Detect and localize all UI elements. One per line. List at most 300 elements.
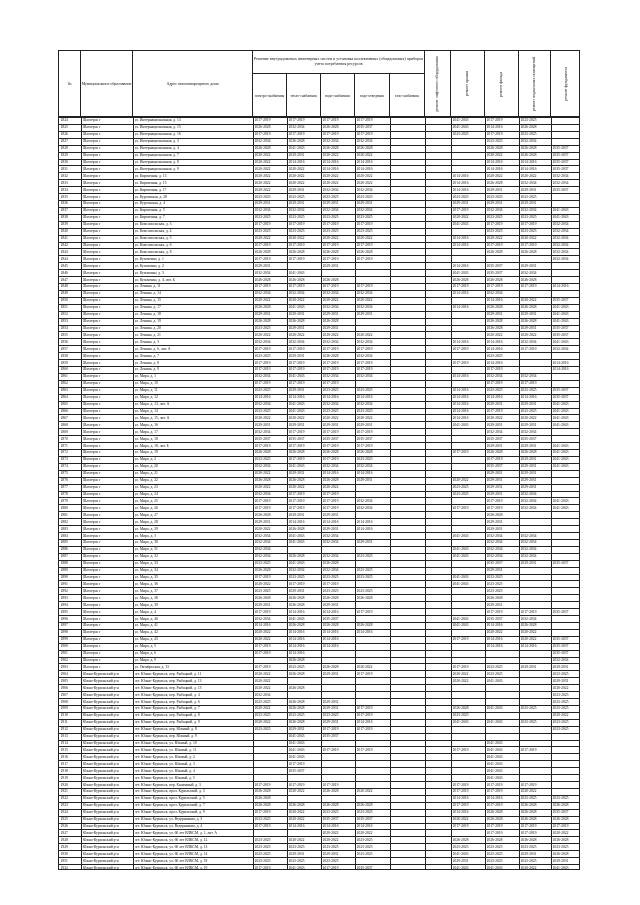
row-year-cell: 2023-2025 [322,388,339,393]
row-year-cell: 2026-2028 [254,125,271,130]
row-municipality: Шахтерск г [82,526,101,531]
row-year-cell: 2023-2025 [322,408,339,413]
row-year-cell: 2014-2016 [322,824,339,829]
row-year-cell: 2032-2034 [520,498,537,503]
row-number: 2907 [60,692,68,697]
row-year-cell: 2029-2031 [486,312,503,317]
row-year-cell: 2023-2025 [452,132,469,137]
row-year-cell: 2035-2037 [486,263,503,268]
row-year-cell: 2014-2016 [520,644,537,649]
row-year-cell: 2023-2025 [552,671,569,676]
row-number: 2861 [60,374,68,379]
row-number: 2905 [60,678,68,683]
row-year-cell: 2023-2025 [356,844,373,849]
row-year-cell: 2026-2028 [322,319,339,324]
row-address: ул. Мира, д. 4 [134,609,157,614]
row-year-cell: 2023-2025 [288,858,305,863]
row-year-cell: 2029-2031 [356,201,373,206]
row-year-cell: 2026-2028 [486,817,503,822]
row-year-cell: 2023-2025 [356,837,373,842]
row-year-cell: 2026-2028 [254,319,271,324]
row-year-cell: 2014-2016 [452,305,469,310]
row-address: ул. Ленина, д. 6, лит. А [134,346,171,351]
row-year-cell: 2017-2019 [322,581,339,586]
row-year-cell: 2023-2025 [486,388,503,393]
row-address: ул. Интернациональная, д. 16 [134,132,181,137]
row-year-cell: 2026-2028 [322,478,339,483]
row-year-cell: 2023-2025 [356,554,373,559]
row-year-cell: 2017-2019 [486,782,503,787]
row-year-cell: 2020-2022 [520,630,537,635]
row-year-cell: 2020-2022 [288,485,305,490]
row-year-cell: 2020-2022 [520,298,537,303]
document-table [58,50,580,870]
row-municipality: Шахтерск г [82,644,101,649]
row-number: 2877 [60,485,68,490]
row-address: ул. Ленина, д. 20 [134,325,161,330]
row-number: 2872 [60,450,68,455]
row-year-cell: 2041-2043 [452,125,469,130]
row-year-cell: 2032-2034 [322,533,339,538]
row-address: ул. Мира, д. 22 [134,478,158,483]
row-municipality: Шахтерск г [82,492,101,496]
row-year-cell: 2026-2028 [356,450,373,455]
row-municipality: Шахтерск г [82,512,101,517]
row-year-cell: 2032-2034 [254,464,271,469]
row-year-cell: 2035-2037 [552,153,569,158]
row-year-cell: 2014-2016 [288,637,305,642]
row-number: 2865 [60,402,68,407]
row-municipality: Южно-Курильский р-н [82,734,119,739]
row-number: 2867 [60,415,68,420]
row-year-cell: 2041-2043 [486,741,503,746]
row-year-cell: 2041-2043 [452,581,469,586]
row-year-cell: 2017-2019 [288,256,305,261]
row-year-cell: 2026-2028 [520,146,537,151]
row-year-cell: 2032-2034 [552,229,569,234]
row-year-cell: 2026-2028 [322,277,339,282]
row-number: 2874 [60,464,68,469]
row-number: 2920 [60,782,68,787]
row-year-cell: 2017-2019 [520,609,537,614]
row-address: ул. Интернациональная, д. 3 [134,139,179,144]
row-number: 2904 [60,671,68,676]
row-year-cell: 2023-2025 [356,851,373,856]
row-year-cell: 2032-2034 [520,492,537,496]
row-year-cell: 2020-2022 [288,236,305,241]
row-municipality: Шахтерск г [82,187,101,192]
row-year-cell: 2029-2031 [486,471,503,476]
row-address: ул. Комсомольская, д. 6 [134,242,172,247]
row-year-cell: 2017-2019 [356,118,373,123]
row-year-cell: 2041-2043 [288,305,305,310]
row-address: ул. Кирпичная, д. 5 [134,208,165,213]
row-year-cell: 2026-2028 [486,810,503,815]
row-year-cell: 2035-2037 [356,436,373,441]
row-year-cell: 2020-2022 [288,166,305,171]
row-year-cell: 2032-2034 [254,540,271,545]
row-year-cell: 2032-2034 [520,554,537,559]
row-year-cell: 2014-2016 [356,166,373,171]
row-year-cell: 2017-2019 [356,367,373,372]
row-municipality: Шахтерск г [82,173,101,178]
row-year-cell: 2026-2028 [356,623,373,628]
row-number: 2875 [60,471,68,476]
row-year-cell: 2029-2031 [452,858,469,863]
row-number: 2932 [60,865,68,870]
row-year-cell: 2035-2037 [552,187,569,192]
row-year-cell: 2017-2019 [356,360,373,365]
row-address: ул. Комсомольская, д. 3 [134,222,172,227]
row-year-cell: 2020-2022 [254,153,271,158]
row-number: 2847 [60,277,68,282]
row-municipality: Шахтерск г [82,270,101,275]
row-year-cell: 2026-2028 [254,595,271,600]
row-year-cell: 2035-2037 [322,616,339,621]
row-year-cell: 2029-2031 [288,153,305,158]
row-number: 2836 [60,201,68,206]
row-municipality: Шахтерск г [82,132,101,137]
row-municipality: Шахтерск г [82,277,101,282]
row-address: ул. Курганская, д. 4 [134,201,165,206]
row-address: ул. Ленина, д. 19 [134,319,161,324]
row-year-cell: 2032-2034 [254,492,271,496]
row-municipality: Шахтерск г [82,637,101,642]
row-year-cell: 2032-2034 [288,208,305,213]
row-year-cell: 2029-2031 [254,263,271,268]
row-year-cell: 2017-2019 [520,782,537,787]
row-year-cell: 2017-2019 [452,747,469,752]
row-municipality: Шахтерск г [82,215,101,220]
row-year-cell: 2032-2034 [254,270,271,275]
row-year-cell: 2032-2034 [552,236,569,241]
row-number: 2837 [60,208,68,213]
row-year-cell: 2032-2034 [254,402,271,407]
row-year-cell: 2026-2028 [356,249,373,254]
row-year-cell: 2032-2034 [486,540,503,545]
row-year-cell: 2020-2022 [322,485,339,490]
row-year-cell: 2023-2025 [322,194,339,199]
row-year-cell: 2014-2016 [486,644,503,649]
row-year-cell: 2014-2016 [254,623,271,628]
row-year-cell: 2032-2034 [322,568,339,573]
row-address: ул. Мира, д. 28 [134,519,158,524]
row-year-cell: 2017-2019 [322,457,339,462]
row-year-cell: 2020-2022 [254,678,271,683]
row-address: ул. Мира, д. 9 [134,658,157,663]
row-number: 2881 [60,512,68,517]
row-year-cell: 2032-2034 [322,139,339,144]
row-municipality: Шахтерск г [82,153,101,158]
row-year-cell: 2020-2022 [254,685,271,690]
row-year-cell: 2014-2016 [486,360,503,365]
row-year-cell: 2041-2043 [288,540,305,545]
row-municipality: Южно-Курильский р-н [82,699,119,704]
row-year-cell: 2017-2019 [356,747,373,752]
row-year-cell: 2029-2031 [254,201,271,206]
row-address: пгт. Южно-Курильск, пер. Рыбацкий, д. 6 [134,699,200,704]
row-year-cell: 2023-2025 [486,194,503,199]
row-year-cell: 2032-2034 [254,692,271,697]
row-year-cell: 2020-2022 [322,153,339,158]
row-year-cell: 2020-2022 [288,298,305,303]
row-year-cell: 2017-2019 [356,609,373,614]
row-year-cell: 2032-2034 [322,305,339,310]
row-year-cell: 2020-2022 [254,706,271,711]
row-year-cell: 2029-2031 [254,422,271,427]
row-year-cell: 2014-2016 [356,526,373,531]
row-year-cell: 2014-2016 [486,346,503,351]
row-municipality: Шахтерск г [82,339,101,344]
row-year-cell: 2035-2037 [356,865,373,870]
row-year-cell: 2026-2028 [486,319,503,324]
row-number: 2903 [60,664,68,669]
row-municipality: Южно-Курильский р-н [82,817,119,822]
row-year-cell: 2023-2025 [322,588,339,593]
row-year-cell: 2032-2034 [486,374,503,379]
row-address: ул. Мира, д. 19 [134,450,158,455]
row-year-cell: 2017-2019 [486,284,503,289]
row-municipality: Южно-Курильский р-н [82,796,119,801]
row-address: ул. Мира, д. 20 [134,464,158,469]
row-year-cell: 2017-2019 [254,360,271,365]
row-year-cell: 2014-2016 [520,159,537,164]
row-year-cell: 2041-2043 [486,747,503,752]
row-year-cell: 2041-2043 [486,775,503,780]
row-year-cell: 2035-2037 [254,436,271,441]
row-year-cell: 2026-2028 [322,789,339,794]
row-year-cell: 2041-2043 [452,616,469,621]
row-year-cell: 2017-2019 [452,208,469,213]
row-address: ул. Мира, д. 14 [134,408,158,413]
row-year-cell: 2017-2019 [322,360,339,365]
row-number: 2862 [60,381,68,386]
row-year-cell: 2014-2016 [452,180,469,185]
row-year-cell: 2029-2031 [552,664,569,669]
row-year-cell: 2023-2025 [356,388,373,393]
row-year-cell: 2017-2019 [486,381,503,386]
row-year-cell: 2014-2016 [322,630,339,635]
row-municipality: Шахтерск г [82,159,101,164]
row-year-cell: 2041-2043 [552,339,569,344]
row-year-cell: 2017-2019 [254,222,271,227]
row-address: пгт. Южно-Курильск, ул. Южный, д. 11 [134,747,197,752]
row-address: ул. Мира, д. 18, лит. Б [134,443,169,448]
row-municipality: Шахтерск г [82,533,101,538]
row-municipality: Шахтерск г [82,554,101,559]
row-year-cell: 2014-2016 [322,471,339,476]
row-year-cell: 2020-2022 [322,332,339,337]
row-year-cell: 2026-2028 [486,146,503,151]
row-year-cell: 2029-2031 [356,312,373,317]
row-year-cell: 2023-2025 [254,837,271,842]
row-address: пгт. Южно-Курильск, ул. Ведерникова, д. 3 [134,817,203,822]
row-year-cell: 2035-2037 [486,464,503,469]
row-municipality: Шахтерск г [82,505,101,510]
row-year-cell: 2032-2034 [552,180,569,185]
row-municipality: Шахтерск г [82,422,101,427]
row-year-cell: 2023-2025 [486,844,503,849]
row-year-cell: 2041-2043 [486,761,503,766]
row-year-cell: 2032-2034 [288,125,305,130]
header-meter-water: водо-снабжения [321,73,355,117]
row-address: ул. Интернациональная, д. 7 [134,153,179,158]
row-year-cell: 2032-2034 [520,180,537,185]
row-municipality: Южно-Курильский р-н [82,747,119,752]
row-address: ул. Мира, д. 12 [134,395,158,400]
row-year-cell: 2026-2028 [520,277,537,282]
row-year-cell: 2029-2031 [254,312,271,317]
row-year-cell: 2041-2043 [452,720,469,725]
row-year-cell: 2032-2034 [552,222,569,227]
row-municipality: Шахтерск г [82,547,101,552]
row-year-cell: 2017-2019 [254,132,271,137]
row-year-cell: 2020-2022 [254,166,271,171]
row-municipality: Шахтерск г [82,408,101,413]
row-year-cell: 2017-2019 [322,222,339,227]
row-year-cell: 2041-2043 [452,222,469,227]
row-year-cell: 2017-2019 [322,727,339,732]
row-municipality: Шахтерск г [82,291,101,296]
row-year-cell: 2020-2022 [254,173,271,178]
row-address: ул. Кирпичная, д. 7 [134,215,165,220]
row-year-cell: 2032-2034 [254,374,271,379]
row-year-cell: 2017-2019 [322,256,339,261]
row-year-cell: 2035-2037 [486,616,503,621]
row-year-cell: 2014-2016 [322,395,339,400]
row-municipality: Шахтерск г [82,651,101,656]
row-address: ул. Комсомольская, д. 4 [134,229,172,234]
row-year-cell: 2020-2022 [486,630,503,635]
row-number: 2831 [60,166,68,171]
row-address: ул. Ленина, д. 11 [134,284,161,289]
row-year-cell: 2014-2016 [288,824,305,829]
row-address: ул. Мира, д. 33 [134,561,158,566]
row-year-cell: 2017-2019 [288,457,305,462]
header-basement: ремонт подвальных помещений [519,51,551,117]
row-address: пгт. Южно-Курильск, ул. 60 лет ВЛКСМ, д. 13 [134,844,208,849]
row-year-cell: 2041-2043 [288,734,305,739]
row-number: 2829 [60,153,68,158]
row-year-cell: 2023-2025 [356,588,373,593]
row-year-cell: 2032-2034 [322,540,339,545]
row-year-cell: 2014-2016 [552,367,569,372]
row-address: ул. Интернациональная, д. 15 [134,125,181,130]
row-year-cell: 2041-2043 [452,575,469,579]
row-number: 2893 [60,595,68,600]
row-year-cell: 2026-2028 [288,249,305,254]
row-municipality: Шахтерск г [82,381,101,386]
row-number: 2868 [60,422,68,427]
row-municipality: Южно-Курильский р-н [82,768,119,773]
row-address: ул. Мира, д. 3 [134,533,157,538]
row-number: 2919 [60,775,68,780]
row-year-cell: 2029-2031 [520,457,537,462]
row-year-cell: 2032-2034 [486,554,503,559]
row-number: 2927 [60,830,68,835]
row-year-cell: 2032-2034 [486,533,503,538]
row-number: 2852 [60,312,68,317]
header-roof: ремонт крыши [451,51,485,117]
row-year-cell: 2035-2037 [552,388,569,393]
row-year-cell: 2023-2025 [254,388,271,393]
row-year-cell: 2029-2031 [486,485,503,490]
row-address: пгт. Южно-Курильск, ул. 60 лет ВЛКСМ, д. 19 [134,865,208,870]
row-year-cell: 2014-2016 [486,125,503,130]
row-year-cell: 2026-2028 [322,623,339,628]
row-year-cell: 2014-2016 [356,395,373,400]
row-year-cell: 2017-2019 [254,118,271,123]
row-year-cell: 2041-2043 [486,706,503,711]
row-address: ул. Мира, д. 37 [134,588,158,593]
row-municipality: Южно-Курильский р-н [82,803,119,808]
row-number: 2828 [60,146,68,151]
row-address: пгт. Южно-Курильск, пер. Рыбацкий, д. 15 [134,685,202,690]
row-year-cell: 2017-2019 [520,381,537,386]
row-year-cell: 2014-2016 [552,360,569,365]
row-year-cell: 2023-2025 [520,844,537,849]
row-address: пгт. Южно-Курильск, ул. Ведерникова, д. 4 [134,824,203,829]
row-municipality: Шахтерск г [82,540,101,545]
row-year-cell: 2023-2025 [254,817,271,822]
row-year-cell: 2023-2025 [322,844,339,849]
row-year-cell: 2026-2028 [322,664,339,669]
row-year-cell: 2032-2034 [254,139,271,144]
row-year-cell: 2023-2025 [552,699,569,704]
row-year-cell: 2032-2034 [552,658,569,663]
row-year-cell: 2026-2028 [520,125,537,130]
row-year-cell: 2041-2043 [452,422,469,427]
row-address: ул. Мира, д. 30 [134,540,158,545]
row-year-cell: 2017-2019 [254,575,271,579]
row-year-cell: 2023-2025 [254,229,271,234]
row-year-cell: 2017-2019 [452,450,469,455]
row-year-cell: 2029-2031 [254,519,271,524]
row-year-cell: 2029-2031 [452,201,469,206]
row-municipality: Южно-Курильский р-н [82,837,119,842]
row-year-cell: 2014-2016 [486,159,503,164]
row-year-cell: 2017-2019 [520,284,537,289]
row-year-cell: 2017-2019 [322,492,339,496]
row-year-cell: 2017-2019 [254,242,271,247]
row-municipality: Шахтерск г [82,332,101,337]
row-address: ул. Октябрьская, д. 13 [134,664,169,669]
row-year-cell: 2029-2031 [486,526,503,531]
row-year-cell: 2017-2019 [452,637,469,642]
row-year-cell: 2017-2019 [356,706,373,711]
row-year-cell: 2026-2028 [288,277,305,282]
row-year-cell: 2017-2019 [254,256,271,261]
row-year-cell: 2020-2022 [356,332,373,337]
row-year-cell: 2032-2034 [486,547,503,552]
row-number: 2922 [60,796,68,801]
row-address: ул. Мира, д. 42 [134,630,158,635]
row-year-cell: 2017-2019 [356,727,373,732]
row-year-cell: 2026-2028 [322,146,339,151]
row-municipality: Южно-Курильский р-н [82,713,119,718]
row-year-cell: 2020-2022 [288,415,305,420]
row-year-cell: 2023-2025 [520,408,537,413]
row-number: 2906 [60,685,68,690]
row-year-cell: 2032-2034 [254,616,271,621]
row-year-cell: 2029-2031 [322,720,339,725]
row-number: 2921 [60,789,68,794]
row-year-cell: 2029-2031 [288,471,305,476]
row-year-cell: 2029-2031 [322,263,339,268]
row-year-cell: 2029-2031 [288,422,305,427]
row-year-cell: 2020-2022 [552,685,569,690]
row-year-cell: 2020-2022 [322,298,339,303]
